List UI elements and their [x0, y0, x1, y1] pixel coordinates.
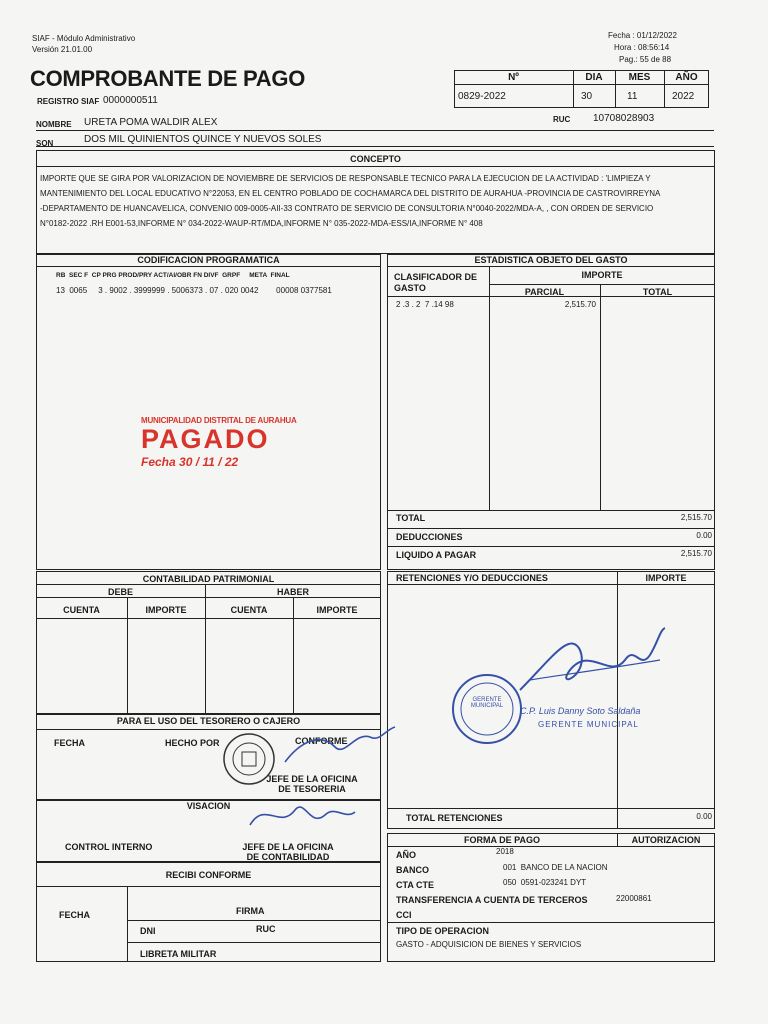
- autorizacion-label: AUTORIZACION: [631, 835, 701, 845]
- amount-in-words: DOS MIL QUINIENTOS QUINCE Y NUEVOS SOLES: [84, 134, 322, 145]
- gerente-seal-text: GERENTE MUNICIPAL: [470, 697, 504, 709]
- transferencia-value: 22000861: [616, 894, 652, 903]
- stamp-pagado: PAGADO: [141, 424, 270, 454]
- voucher-year: 2022: [672, 91, 695, 102]
- cci-label: CCI: [396, 910, 412, 920]
- system-version: Versión 21.01.00: [32, 45, 93, 54]
- concepto-line: N°0182-2022 .RH E001-53,INFORME N° 034-2022-WAUP-RT/MDA,INFORME N° 035-2022-MDA-ESS/IA,INFORME N° 408: [40, 219, 483, 228]
- col-numero: Nº: [508, 72, 519, 83]
- parcial-value: 2,515.70: [564, 300, 596, 309]
- cta-cte-value: 050 0591-023241 DYT: [503, 878, 587, 887]
- concepto-header: CONCEPTO: [350, 154, 401, 164]
- concepto-line: MANTENIMIENTO DEL LOCAL EDUCATIVO N°22053, EN EL CENTRO POBLADO DE COCHAMARCA DEL DISTRITO DE AURAHUA -PROVINCIA DE CASTROVIRREYNA: [40, 189, 661, 198]
- haber-cuenta-label: CUENTA: [230, 605, 268, 615]
- transferencia-label: TRANSFERENCIA A CUENTA DE TERCEROS: [396, 895, 588, 905]
- voucher-month: 11: [627, 91, 638, 102]
- recibi-header: RECIBI CONFORME: [165, 870, 252, 880]
- dni-label: DNI: [140, 926, 156, 936]
- anio-value: 2018: [496, 847, 514, 856]
- firma-label: FIRMA: [236, 906, 265, 916]
- total-retenciones-value: 0.00: [696, 812, 712, 821]
- anio-label: AÑO: [396, 850, 416, 860]
- codificacion-columns: RB SEC F CP PRG PROD/PRY ACT/AI/OBR FN DIVF GRPF META FINAL: [56, 272, 290, 279]
- jefe-contabilidad-line2: DE CONTABILIDAD: [246, 852, 330, 862]
- total-retenciones-label: TOTAL RETENCIONES: [406, 813, 503, 823]
- print-date: Fecha : 01/12/2022: [608, 31, 677, 40]
- gerente-role: GERENTE MUNICIPAL: [538, 720, 639, 729]
- deducciones-label: DEDUCCIONES: [396, 532, 463, 542]
- deducciones-value: 0.00: [696, 531, 712, 540]
- retenciones-header: RETENCIONES Y/O DEDUCCIONES: [396, 573, 548, 583]
- visacion-header: VISACION: [186, 801, 231, 811]
- tesorero-header: PARA EL USO DEL TESORERO O CAJERO: [116, 716, 301, 726]
- estadistica-header: ESTADISTICA OBJETO DEL GASTO: [474, 255, 628, 265]
- haber-label: HABER: [276, 587, 309, 597]
- total-row-label: TOTAL: [396, 513, 426, 523]
- tipo-operacion-value: GASTO - ADQUISICION DE BIENES Y SERVICIOS: [396, 940, 582, 949]
- contabilidad-header: CONTABILIDAD PATRIMONIAL: [142, 574, 275, 584]
- hecho-por-label: HECHO POR: [165, 738, 220, 748]
- debe-importe-label: IMPORTE: [145, 605, 187, 615]
- system-name: SIAF - Módulo Administrativo: [32, 34, 136, 43]
- col-dia: DIA: [585, 72, 603, 83]
- clasificador-label: CLASIFICADOR DE GASTO: [394, 272, 477, 293]
- jefe-tesoreria-line2: DE TESORERIA: [278, 784, 346, 794]
- liquido-value: 2,515.70: [680, 549, 712, 558]
- debe-label: DEBE: [107, 587, 133, 597]
- payee-name: URETA POMA WALDIR ALEX: [84, 117, 218, 128]
- parcial-label: PARCIAL: [524, 287, 565, 297]
- debe-cuenta-label: CUENTA: [63, 605, 100, 615]
- stamp-municipalidad: MUNICIPALIDAD DISTRITAL DE AURAHUA: [141, 416, 297, 425]
- control-interno-label: CONTROL INTERNO: [65, 842, 153, 852]
- importe-label: IMPORTE: [581, 270, 623, 280]
- clasificador-value: 2 .3 . 2 7 .14 98: [396, 300, 454, 309]
- registro-value: 0000000511: [103, 95, 158, 106]
- codificacion-header: CODIFICACION PROGRAMATICA: [137, 255, 280, 265]
- page-number: Pag.: 55 de 88: [619, 55, 672, 64]
- col-mes: MES: [628, 72, 651, 83]
- ruc-value: 10708028903: [593, 113, 655, 124]
- conforme-label: CONFORME: [295, 736, 348, 746]
- liquido-label: LIQUIDO A PAGAR: [396, 550, 477, 560]
- recibi-fecha-label: FECHA: [59, 910, 90, 920]
- jefe-contabilidad-line1: JEFE DE LA OFICINA: [242, 842, 334, 852]
- concepto-text: [40, 171, 712, 231]
- document-title: COMPROBANTE DE PAGO: [30, 66, 306, 91]
- cta-cte-label: CTA CTE: [396, 880, 434, 890]
- haber-importe-label: IMPORTE: [316, 605, 358, 615]
- recibi-ruc-label: RUC: [256, 924, 276, 934]
- ruc-label: RUC: [553, 115, 571, 124]
- libreta-label: LIBRETA MILITAR: [140, 949, 217, 959]
- jefe-contabilidad: [238, 842, 338, 862]
- retenciones-importe-label: IMPORTE: [645, 573, 687, 583]
- nombre-label: NOMBRE: [36, 120, 72, 129]
- concepto-line: IMPORTE QUE SE GIRA POR VALORIZACION DE NOVIEMBRE DE SERVICIOS DE RESPONSABLE TECNICO PARA LA EJECUCION DE LA ACTIVIDAD : 'LIMPIEZA Y: [40, 174, 651, 183]
- registro-label: REGISTRO SIAF: [37, 97, 100, 106]
- voucher-number: 0829-2022: [458, 91, 506, 102]
- forma-pago-header: FORMA DE PAGO: [464, 835, 540, 845]
- codificacion-values: 13 0065 3 . 9002 . 3999999 . 5006373 . 07 . 020 0042 00008 0377581: [56, 286, 332, 295]
- voucher-day: 30: [581, 91, 593, 102]
- jefe-tesoreria-line1: JEFE DE LA OFICINA: [266, 774, 358, 784]
- tesorero-fecha-label: FECHA: [54, 738, 85, 748]
- contabilidad-signature-icon: [240, 790, 360, 840]
- gerente-name: C.P. Luis Danny Soto Saldaña: [520, 706, 641, 716]
- concepto-line: -DEPARTAMENTO DE HUANCAVELICA, CONVENIO 009-0005-AII-33 CONTRATO DE SERVICIO DE CONSULTORIA N°0040-2022/MDA-A, , CON ORDEN DE SERVICIO: [40, 204, 654, 213]
- gerente-signature-icon: [510, 620, 670, 705]
- banco-label: BANCO: [396, 865, 429, 875]
- col-anio: AÑO: [675, 72, 698, 83]
- print-time: Hora : 08:56:14: [614, 43, 670, 52]
- total-row-value: 2,515.70: [680, 513, 712, 522]
- codificacion-box: [36, 254, 381, 570]
- stamp-fecha: Fecha 30 / 11 / 22: [141, 455, 239, 469]
- tesoreria-signature-icon: [280, 722, 400, 772]
- tesoreria-seal-icon: [222, 732, 276, 786]
- son-label: SON: [36, 139, 54, 148]
- total-label: TOTAL: [642, 287, 673, 297]
- banco-value: 001 BANCO DE LA NACION: [503, 863, 608, 872]
- tipo-operacion-label: TIPO DE OPERACION: [396, 926, 490, 936]
